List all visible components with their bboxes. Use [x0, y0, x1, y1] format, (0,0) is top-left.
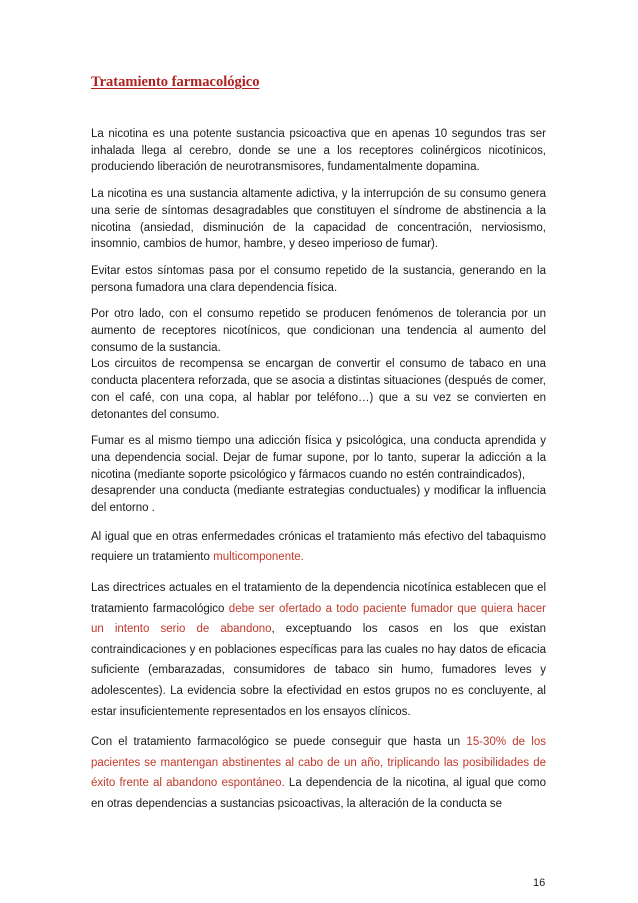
paragraph: Evitar estos síntomas pasa por el consumo repetido de la sustancia, generando en la persona fumadora una clara dependencia física. [91, 264, 546, 294]
paragraph-text: , exceptuando los casos en los que existan contraindicaciones y en poblaciones específicas para las cuales no hay datos de eficacia suficiente (embarazadas, consumidores de tabaco sin humo, fumadores leves y adolescentes). La evidencia sobre la efectividad en estos grupos no es concluyente, al estar insuficientemente representados en los ensayos clínicos. [91, 623, 547, 718]
paragraph-text: Las directrices actuales en el tratamiento de la dependencia nicotínica establecen que el tratamiento farmacológico [91, 581, 546, 615]
paragraph: desaprender una conducta (mediante estrategias conductuales) y modificar la influencia del entorno . [91, 485, 546, 515]
paragraph: Por otro lado, con el consumo repetido se producen fenómenos de tolerancia por un aumento de receptores nicotínicos, que condicionan una tendencia al aumento del consumo de la sustancia. [91, 308, 546, 354]
paragraph: La nicotina es una potente sustancia psicoactiva que en apenas 10 segundos tras ser inhalada llega al cerebro, donde se une a los receptores colinérgicos nicotínicos, produciendo liberación de neurotransmisores, fundamentalmente dopamina. [91, 128, 546, 174]
paragraph [91, 527, 546, 568]
paragraph-text: Al igual que en otras enfermedades crónicas el tratamiento más efectivo del tabaquismo requiere un tratamiento [91, 530, 546, 564]
body-text [91, 126, 546, 824]
paragraph-text: La dependencia de la nicotina, al igual que como en otras dependencias a sustancias psicoactivas, la alteración de la conducta se [91, 777, 546, 810]
section-title: Tratamiento farmacológico [91, 74, 260, 90]
paragraph: Los circuitos de recompensa se encargan de convertir el consumo de tabaco en una conducta placentera reforzada, que se asocia a distintas situaciones (después de comer, con el café, con una copa, al hablar por teléfono…) que a su vez se convierten en detonantes del consumo. [91, 358, 546, 421]
paragraph [91, 578, 546, 722]
page-number: 16 [533, 877, 546, 889]
highlighted-text: 15-30% de los pacientes se mantengan abstinentes al cabo de un año, triplicando las posibilidades de éxito frente al abandono espontáneo. [91, 736, 546, 790]
paragraph: La nicotina es una sustancia altamente adictiva, y la interrupción de su consumo genera una serie de síntomas desagradables que constituyen el síndrome de abstinencia a la nicotina (ansiedad, disminución de la capacidad de concentración, nerviosismo, insomnio, cambios de humor, hambre, y deseo imperioso de fumar). [91, 188, 546, 251]
paragraph-text: Con el tratamiento farmacológico se puede conseguir que hasta un [91, 736, 467, 749]
highlighted-text: multicomponente. [213, 551, 304, 564]
highlighted-text: debe ser ofertado a todo paciente fumador que quiera hacer un intento serio de abandono [91, 602, 546, 636]
paragraph [91, 732, 546, 814]
paragraph: Fumar es al mismo tiempo una adicción física y psicológica, una conducta aprendida y una dependencia social. Dejar de fumar supone, por lo tanto, superar la adicción a la nicotina (mediante soporte psicológico y fármacos cuando no estén contraindicados), [91, 435, 546, 481]
